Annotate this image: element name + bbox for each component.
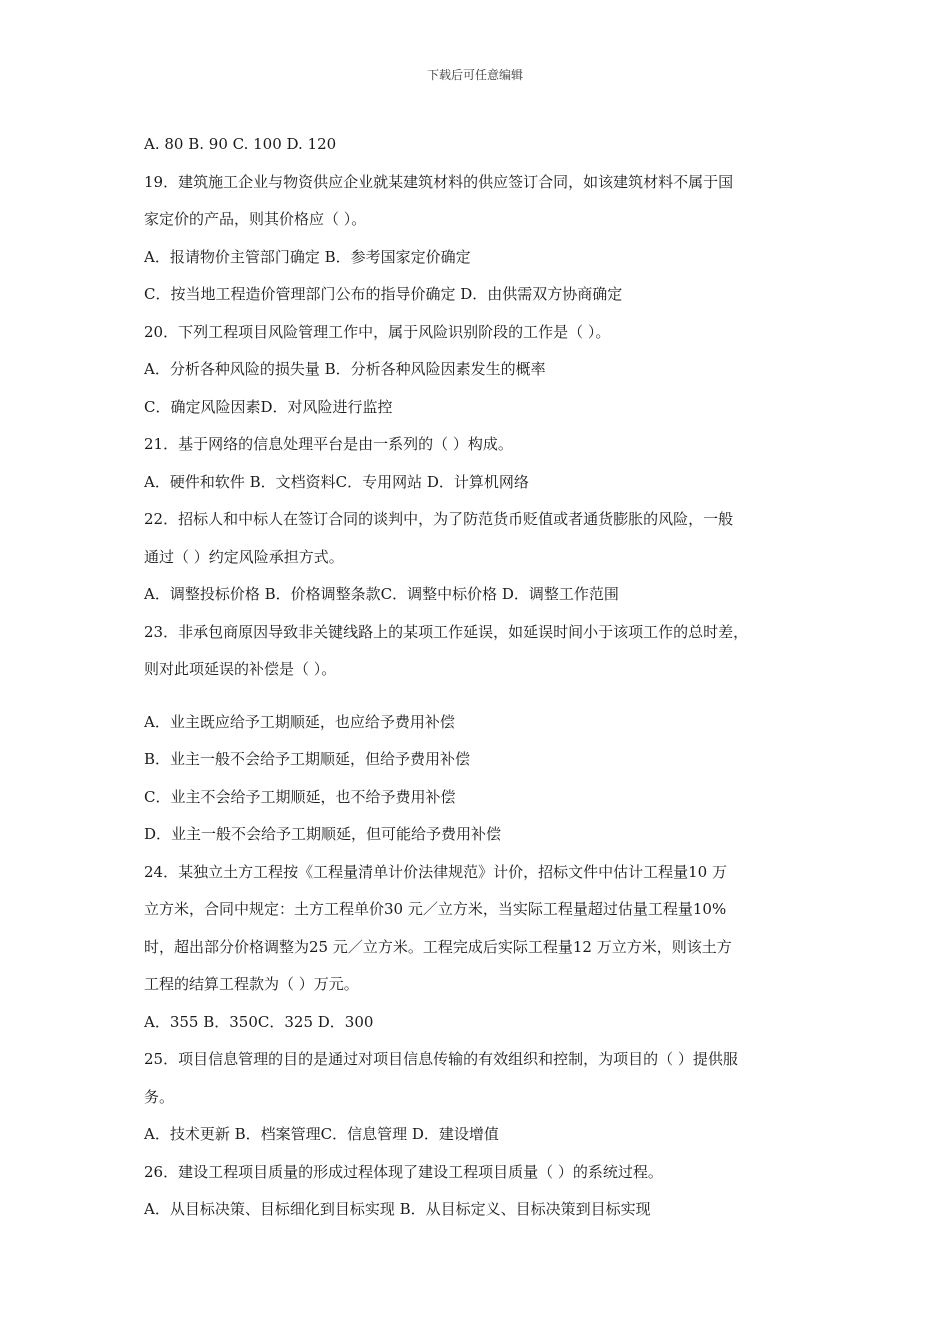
- question-20-line: 20．下列工程项目风险管理工作中，属于风险识别阶段的工作是（ ）。: [144, 322, 611, 341]
- question-24-line: 立方米，合同中规定：土方工程单价30 元／立方米，当实际工程量超过估量工程量10%: [144, 900, 727, 918]
- option-line: A．调整投标价格 B．价格调整条款C．调整中标价格 D．调整工作范围: [144, 585, 619, 603]
- option-line: B．业主一般不会给予工期顺延，但给予费用补偿: [144, 750, 471, 768]
- option-line: D．业主一般不会给予工期顺延，但可能给予费用补偿: [144, 825, 502, 843]
- option-line: A．355 B．350C．325 D．300: [144, 1012, 374, 1031]
- option-line: C．确定风险因素D．对风险进行监控: [144, 397, 393, 416]
- question-25-line: 务。: [144, 1087, 175, 1106]
- option-line: C．按当地工程造价管理部门公布的指导价确定 D．由供需双方协商确定: [144, 285, 623, 303]
- option-line: A．报请物价主管部门确定 B．参考国家定价确定: [144, 247, 471, 266]
- question-24-line: 工程的结算工程款为（ ）万元。: [144, 975, 359, 993]
- question-22-line: 通过（ ）约定风险承担方式。: [144, 547, 344, 566]
- option-line: A．从目标决策、目标细化到目标实现 B．从目标定义、目标决策到目标实现: [144, 1200, 651, 1218]
- paragraph-gap: [144, 689, 814, 704]
- question-23-line: 23．非承包商原因导致非关键线路上的某项工作延误，如延误时间小于该项工作的总时差，: [144, 622, 749, 641]
- question-26-line: 26．建设工程项目质量的形成过程体现了建设工程项目质量（ ）的系统过程。: [144, 1162, 663, 1181]
- page-header: 下载后可任意编辑: [426, 68, 523, 82]
- option-line: A．业主既应给予工期顺延，也应给予费用补偿: [144, 712, 455, 731]
- question-25-line: 25．项目信息管理的目的是通过对项目信息传输的有效组织和控制，为项目的（ ）提供服: [144, 1050, 738, 1068]
- document-body: [144, 126, 814, 1229]
- option-line: A．分析各种风险的损失量 B．分析各种风险因素发生的概率: [144, 360, 546, 378]
- question-19-line: 家定价的产品，则其价格应（ ）。: [144, 210, 367, 228]
- option-line: A．技术更新 B．档案管理C．信息管理 D．建设增值: [144, 1125, 499, 1143]
- question-23-line: 则对此项延误的补偿是（ ）。: [144, 660, 337, 678]
- option-line: A. 80 B. 90 C. 100 D. 120: [144, 135, 337, 153]
- question-21-line: 21．基于网络的信息处理平台是由一系列的（ ）构成。: [144, 435, 513, 453]
- question-22-line: 22．招标人和中标人在签订合同的谈判中，为了防范货币贬值或者通货膨胀的风险，一般: [144, 510, 734, 528]
- question-24-line: 24．某独立土方工程按《工程量清单计价法律规范》计价，招标文件中估计工程量10 万: [144, 862, 727, 881]
- question-24-line: 时，超出部分价格调整为25 元／立方米。工程完成后实际工程量12 万立方米，则该土方: [144, 937, 732, 956]
- option-line: C．业主不会给予工期顺延，也不给予费用补偿: [144, 787, 456, 806]
- question-19-line: 19．建筑施工企业与物资供应企业就某建筑材料的供应签订合同，如该建筑材料不属于国: [144, 172, 734, 191]
- option-line: A．硬件和软件 B．文档资料C．专用网站 D．计算机网络: [144, 472, 529, 491]
